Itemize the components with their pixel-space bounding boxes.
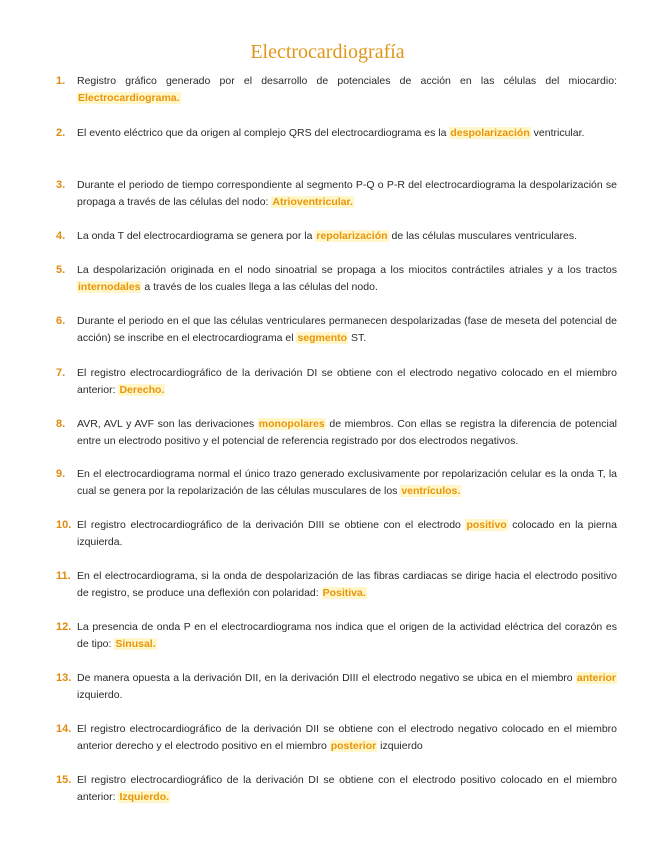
highlighted-answer: Atrioventricular. — [272, 196, 353, 208]
item-number: 8. — [56, 418, 66, 430]
item-number: 15. — [56, 774, 72, 786]
highlighted-answer: internodales — [78, 281, 141, 293]
highlighted-answer: positivo — [466, 519, 507, 531]
item-text-before: La onda T del electrocardiograma se genera por la — [77, 230, 316, 242]
item-text-after: izquierdo — [377, 740, 423, 752]
item-text — [77, 125, 617, 142]
highlighted-answer: ventrículos. — [401, 485, 461, 497]
item-text — [77, 228, 617, 245]
item-number: 3. — [56, 179, 66, 191]
item-number: 12. — [56, 621, 72, 633]
item-text-before: En el electrocardiograma, si la onda de despolarización de las fibras cardiacas se dirige hacia el electrodo positivo de registro, se produce una deflexión con polaridad: — [77, 570, 617, 599]
highlighted-answer: Izquierdo. — [119, 791, 170, 803]
item-number: 6. — [56, 315, 66, 327]
item-text — [77, 365, 617, 399]
item-text-before: El registro electrocardiográfico de la derivación DI se obtiene con el electrodo positivo colocado en el miembro anterior: — [77, 774, 617, 803]
item-text-before: De manera opuesta a la derivación DII, en la derivación DIII el electrodo negativo se ubica en el miembro — [77, 672, 576, 684]
item-text — [77, 619, 617, 653]
item-text — [77, 416, 617, 450]
highlighted-answer: Positiva. — [322, 587, 366, 599]
item-text-after: a través de los cuales llega a las células del nodo. — [141, 281, 378, 293]
item-number: 11. — [56, 570, 71, 582]
item-text — [77, 670, 617, 704]
item-number: 10. — [56, 519, 72, 531]
item-text-before: AVR, AVL y AVF son las derivaciones — [77, 418, 258, 430]
item-text-before: El registro electrocardiográfico de la derivación DII se obtiene con el electrodo negativo colocado en el miembro anterior derecho y el electrodo positivo en el miembro — [77, 723, 617, 752]
highlighted-answer: Derecho. — [119, 384, 165, 396]
item-text — [77, 721, 617, 755]
item-text — [77, 466, 617, 500]
item-text-after: ST. — [348, 332, 367, 344]
item-text-after: izquierdo. — [77, 689, 123, 701]
item-number: 2. — [56, 127, 66, 139]
highlighted-answer: repolarización — [316, 230, 388, 242]
item-text-before: El evento eléctrico que da origen al complejo QRS del electrocardiograma es la — [77, 127, 450, 139]
item-number: 7. — [56, 367, 66, 379]
item-text — [77, 568, 617, 602]
item-text-before: En el electrocardiograma normal el único trazo generado exclusivamente por repolarización celular es la onda T, la cual se genera por la repolarización de las células musculares de los — [77, 468, 617, 497]
item-text-before: La presencia de onda P en el electrocardiograma nos indica que el origen de la actividad eléctrica del corazón es de tipo: — [77, 621, 617, 650]
item-text-before: Durante el periodo de tiempo correspondiente al segmento P-Q o P-R del electrocardiograma la despolarización se propaga a través de las células del nodo: — [77, 179, 617, 208]
item-text-before: Registro gráfico generado por el desarrollo de potenciales de acción en las células del miocardio: — [77, 75, 617, 87]
item-text — [77, 313, 617, 347]
highlighted-answer: anterior — [576, 672, 616, 684]
item-text — [77, 772, 617, 806]
highlighted-answer: Sinusal. — [115, 638, 156, 650]
item-text-after: ventricular. — [530, 127, 585, 139]
highlighted-answer: posterior — [330, 740, 377, 752]
item-text-after: de miembros. Con ellas se registra la diferencia de potencial entre un electrodo positivo y el potencial de referencia registrado por dos electrodos negativos. — [77, 418, 617, 447]
item-text — [77, 262, 617, 296]
item-number: 1. — [56, 75, 66, 87]
highlighted-answer: monopolares — [258, 418, 325, 430]
item-text-before: El registro electrocardiográfico de la derivación DIII se obtiene con el electrodo — [77, 519, 466, 531]
item-text — [77, 73, 617, 107]
item-number: 5. — [56, 264, 66, 276]
item-number: 14. — [56, 723, 72, 735]
item-text — [77, 517, 617, 551]
item-number: 9. — [56, 468, 66, 480]
item-text — [77, 177, 617, 211]
highlighted-answer: Electrocardiograma. — [78, 92, 180, 104]
highlighted-answer: despolarización — [450, 127, 530, 139]
item-text-before: El registro electrocardiográfico de la derivación DI se obtiene con el electrodo negativo colocado en el miembro anterior: — [77, 367, 617, 396]
page-title: Electrocardiografía — [250, 41, 405, 63]
item-number: 4. — [56, 230, 66, 242]
item-text-before: La despolarización originada en el nodo sinoatrial se propaga a los miocitos contráctiles atriales y a los tractos — [77, 264, 617, 276]
item-text-after: de las células musculares ventriculares. — [388, 230, 578, 242]
item-text-after: colocado en la pierna izquierda. — [77, 519, 617, 548]
item-text-before: Durante el periodo en el que las células ventriculares permanecen despolarizadas (fase de meseta del potencial de acción) se inscribe en el electrocardiograma el — [77, 315, 617, 344]
highlighted-answer: segmento — [297, 332, 348, 344]
item-number: 13. — [56, 672, 72, 684]
